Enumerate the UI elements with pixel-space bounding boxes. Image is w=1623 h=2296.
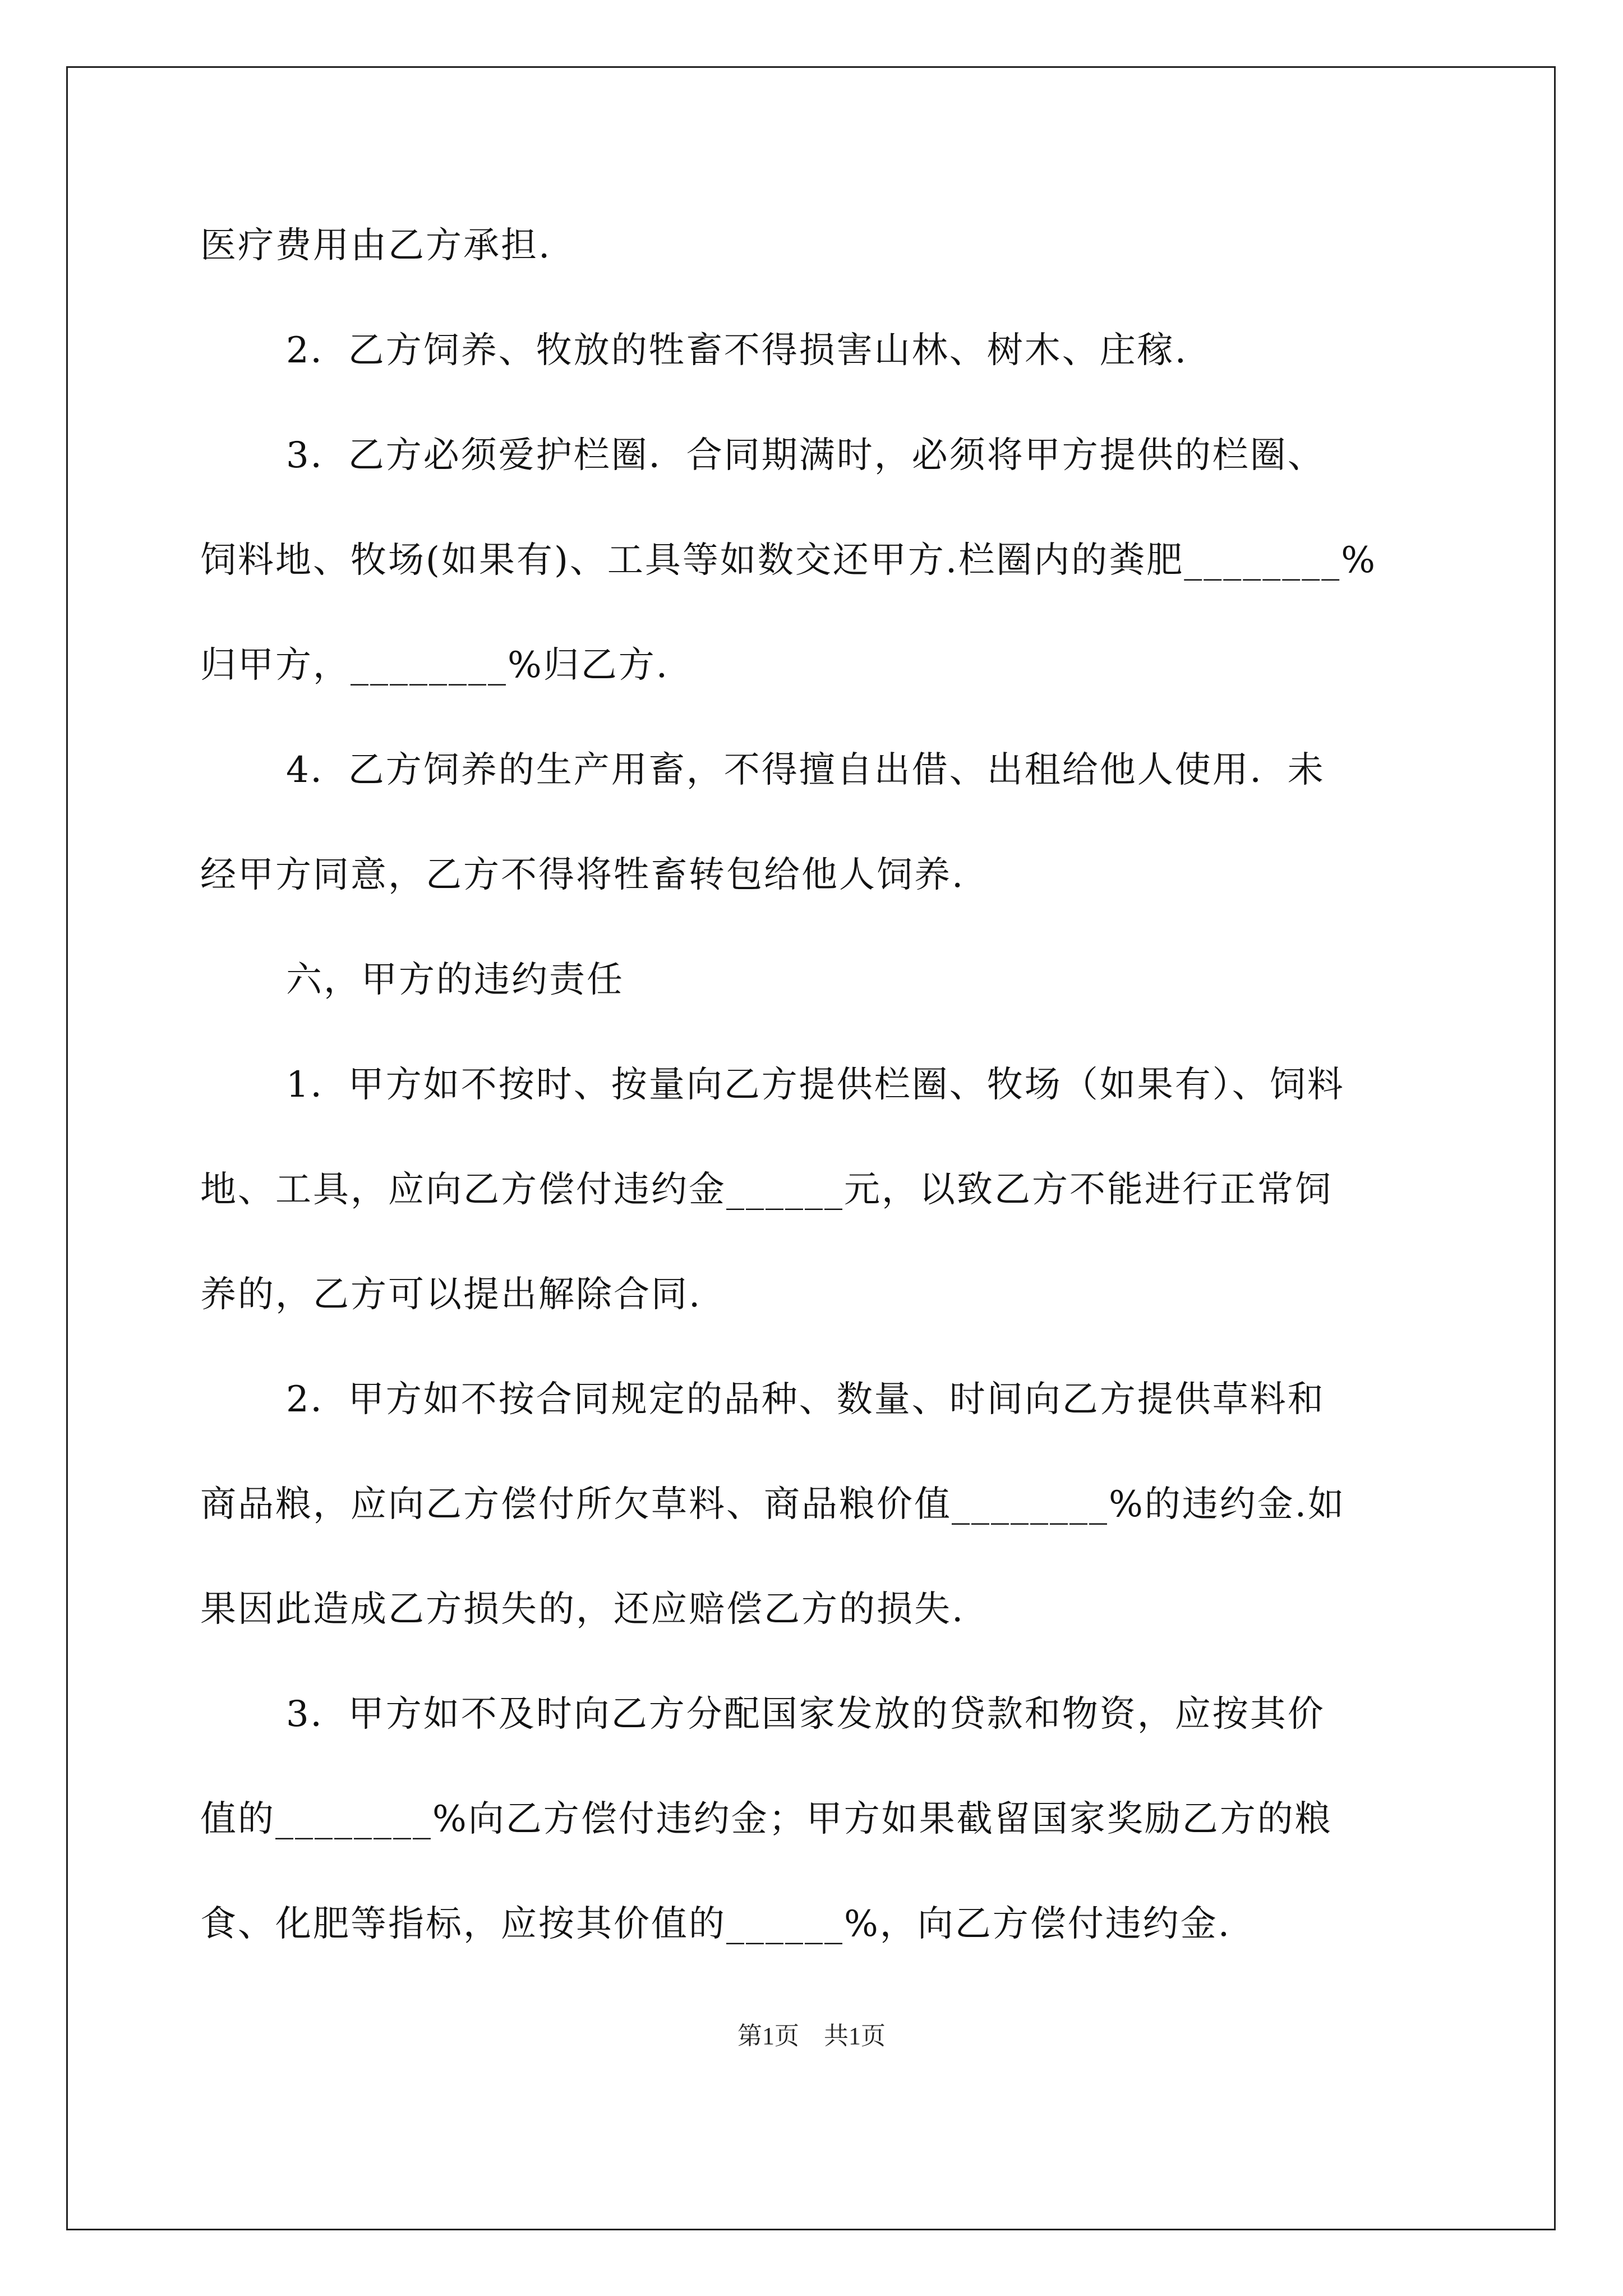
text-line: 养的，乙方可以提出解除合同. xyxy=(200,1274,702,1315)
text-line: 值的________%向乙方偿付违约金；甲方如果截留国家奖励乙方的粮 xyxy=(200,1798,1332,1840)
text-line: 3．甲方如不及时向乙方分配国家发放的贷款和物资，应按其价 xyxy=(286,1694,1325,1735)
text-line: 归甲方，________%归乙方. xyxy=(200,645,670,686)
text-line: 果因此造成乙方损失的，还应赔偿乙方的损失. xyxy=(200,1589,965,1630)
text-line: 2．乙方饲养、牧放的牲畜不得损害山林、树木、庄稼. xyxy=(286,330,1188,371)
text-line: 3．乙方必须爱护栏圈．合同期满时，必须将甲方提供的栏圈、 xyxy=(286,435,1325,476)
text-line: 经甲方同意，乙方不得将牲畜转包给他人饲养. xyxy=(200,854,965,896)
page-number: 第1页 共1页 xyxy=(737,2022,886,2050)
text-line: 医疗费用由乙方承担. xyxy=(200,225,552,266)
text-line: 食、化肥等指标，应按其价值的______%，向乙方偿付违约金. xyxy=(200,1903,1232,1945)
text-line: 商品粮，应向乙方偿付所欠草料、商品粮价值________%的违约金.如 xyxy=(200,1484,1346,1525)
text-line: 2．甲方如不按合同规定的品种、数量、时间向乙方提供草料和 xyxy=(286,1379,1325,1420)
text-line: 饲料地、牧场(如果有)、工具等如数交还甲方.栏圈内的粪肥________% xyxy=(200,540,1377,581)
text-line: 1．甲方如不按时、按量向乙方提供栏圈、牧场（如果有）、饲料 xyxy=(286,1064,1345,1106)
text-line: 地、工具，应向乙方偿付违约金______元，以致乙方不能进行正常饲 xyxy=(200,1169,1332,1211)
section-heading: 六，甲方的违约责任 xyxy=(286,959,624,1001)
text-line: 4．乙方饲养的生产用畜，不得擅自出借、出租给他人使用．未 xyxy=(286,749,1325,791)
